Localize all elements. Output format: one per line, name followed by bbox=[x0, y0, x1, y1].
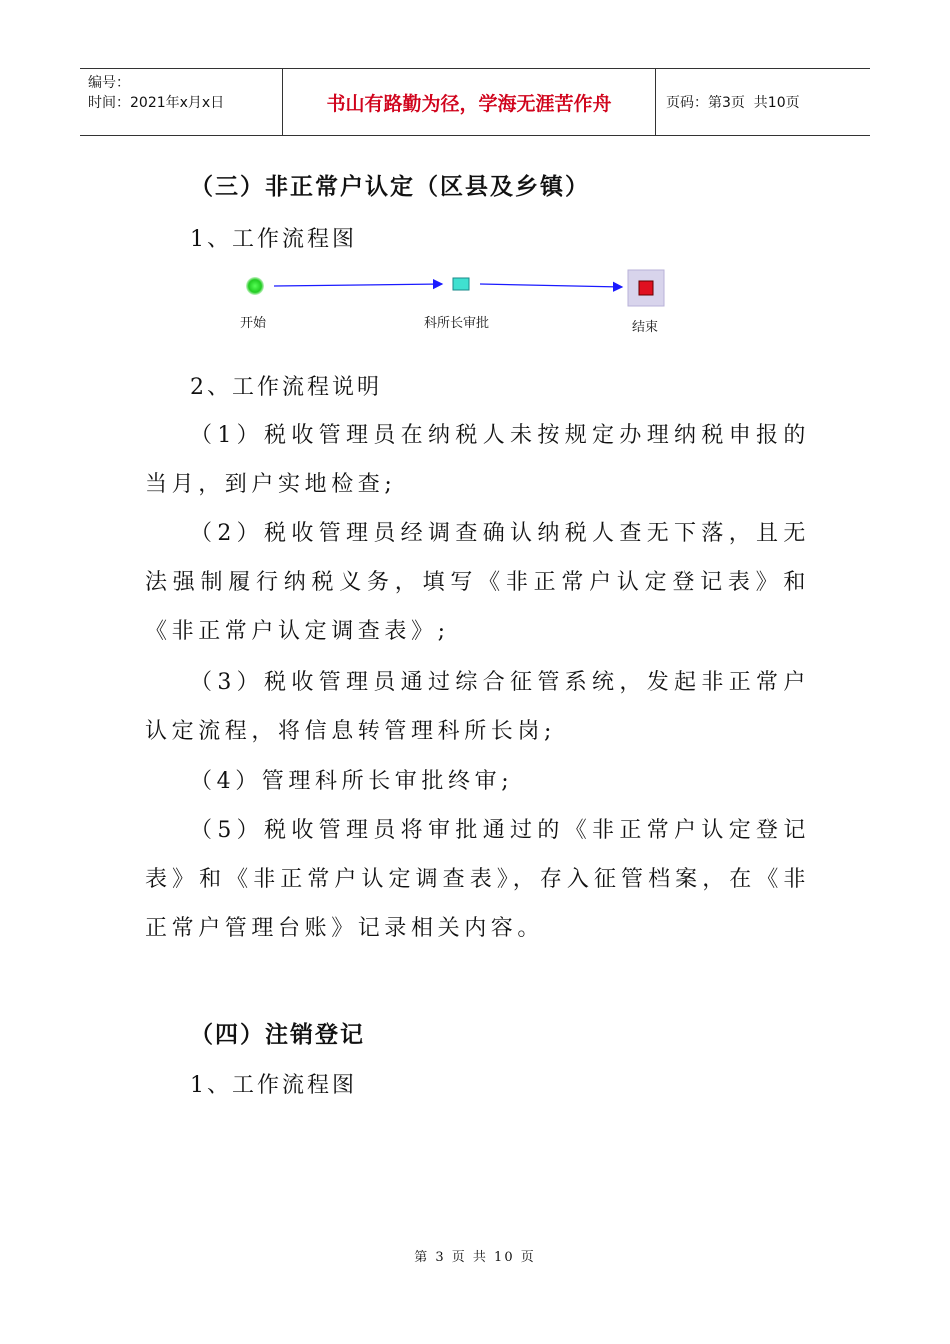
doc-time-label: 时间：2021年x月x日 bbox=[88, 95, 225, 111]
page-header bbox=[80, 68, 870, 136]
section-4-title: （四）注销登记 bbox=[190, 1022, 365, 1048]
step-3: （3）税收管理员通过综合征管系统，发起非正常户认定流程，将信息转管理科所长岗; bbox=[145, 670, 810, 744]
section-3-title: （三）非正常户认定（区县及乡镇） bbox=[190, 174, 590, 200]
arrow-approve-to-end bbox=[480, 284, 622, 287]
workflow-diagram bbox=[230, 262, 680, 342]
flow-label-start: 开始 bbox=[240, 316, 267, 331]
approve-node bbox=[453, 278, 469, 290]
section-4-flowchart-heading: 1、工作流程图 bbox=[190, 1073, 357, 1098]
doc-number-label: 编号： bbox=[88, 75, 130, 91]
header-meta bbox=[80, 69, 283, 135]
end-node bbox=[639, 281, 653, 295]
header-page-info: 页码：第3页 共10页 bbox=[666, 95, 800, 111]
start-node bbox=[246, 277, 264, 295]
arrow-start-to-approve bbox=[274, 284, 442, 286]
step-1: （1）税收管理员在纳税人未按规定办理纳税申报的当月，到户实地检查; bbox=[145, 423, 810, 497]
header-motto: 书山有路勤为径，学海无涯苦作舟 bbox=[283, 69, 656, 135]
step-2: （2）税收管理员经调查确认纳税人查无下落，且无法强制履行纳税义务，填写《非正常户认定登记表》和《非正常户认定调查表》; bbox=[145, 521, 810, 644]
flow-label-end: 结束 bbox=[632, 320, 659, 335]
section-3-description-heading: 2、工作流程说明 bbox=[190, 375, 382, 400]
section-3-flowchart-heading: 1、工作流程图 bbox=[190, 227, 357, 252]
step-5: （5）税收管理员将审批通过的《非正常户认定登记表》和《非正常户认定调查表》，存入征管档案，在《非正常户管理台账》记录相关内容。 bbox=[145, 818, 810, 941]
step-4: （4）管理科所长审批终审; bbox=[190, 769, 514, 794]
flow-label-approve: 科所长审批 bbox=[424, 316, 490, 331]
page-footer: 第 3 页 共 10 页 bbox=[414, 1250, 536, 1265]
